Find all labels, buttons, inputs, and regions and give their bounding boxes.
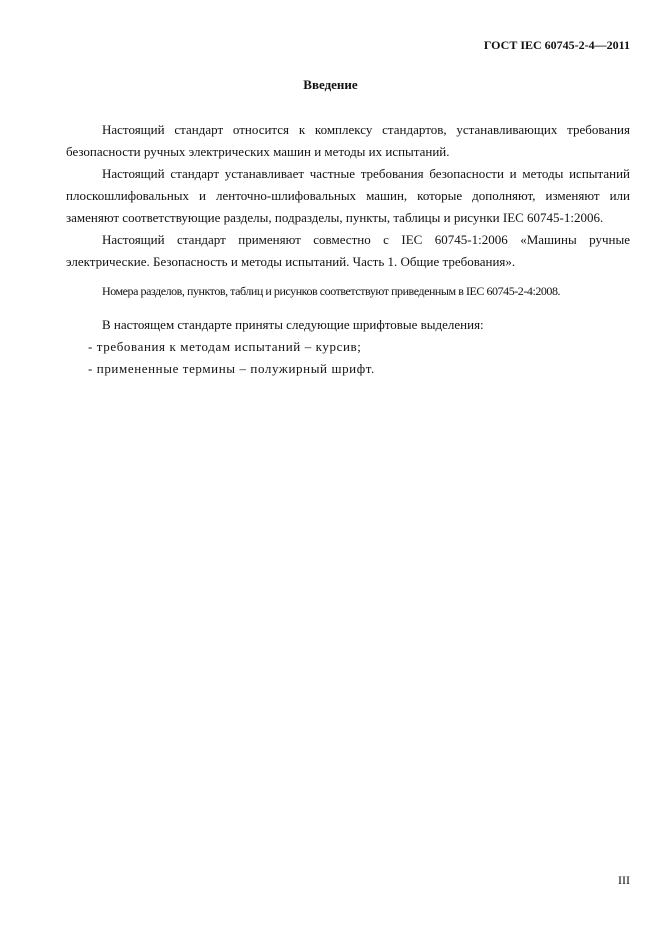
font-conventions-intro: В настоящем стандарте приняты следующие шрифтовые выделения: — [102, 317, 484, 332]
font-convention-item-bold: - примененные термины – полужирный шрифт. — [88, 361, 375, 376]
paragraph-numbering-note: Номера разделов, пунктов, таблиц и рисунков соответствуют приведенным в IEC 60745-2-4:2008. — [102, 284, 561, 298]
font-conventions — [66, 314, 630, 380]
paragraph-scope: Настоящий стандарт относится к комплексу стандартов, устанавливающих требования безопасности ручных электрических машин и методы их испытаний. — [66, 122, 630, 159]
paragraph-usage: Настоящий стандарт применяют совместно с IEC 60745-1:2006 «Машины ручные электрические. Безопасность и методы испытаний. Часть 1. Общие требования». — [66, 232, 630, 269]
section-title: Введение — [303, 77, 358, 92]
document-header-code: ГОСТ IEC 60745-2-4—2011 — [483, 38, 630, 52]
paragraph-requirements: Настоящий стандарт устанавливает частные требования безопасности и методы испытаний плоскошлифовальных и ленточно-шлифовальных машин, которые дополняют, изменяют или заменяют соответствующие разделы, подразделы, пункты, таблицы и рисунки IEC 60745-1:2006. — [66, 166, 630, 225]
font-convention-item-italic: - требования к методам испытаний – курсив; — [88, 339, 362, 354]
page-number: III — [618, 873, 630, 887]
body-text — [66, 119, 630, 380]
